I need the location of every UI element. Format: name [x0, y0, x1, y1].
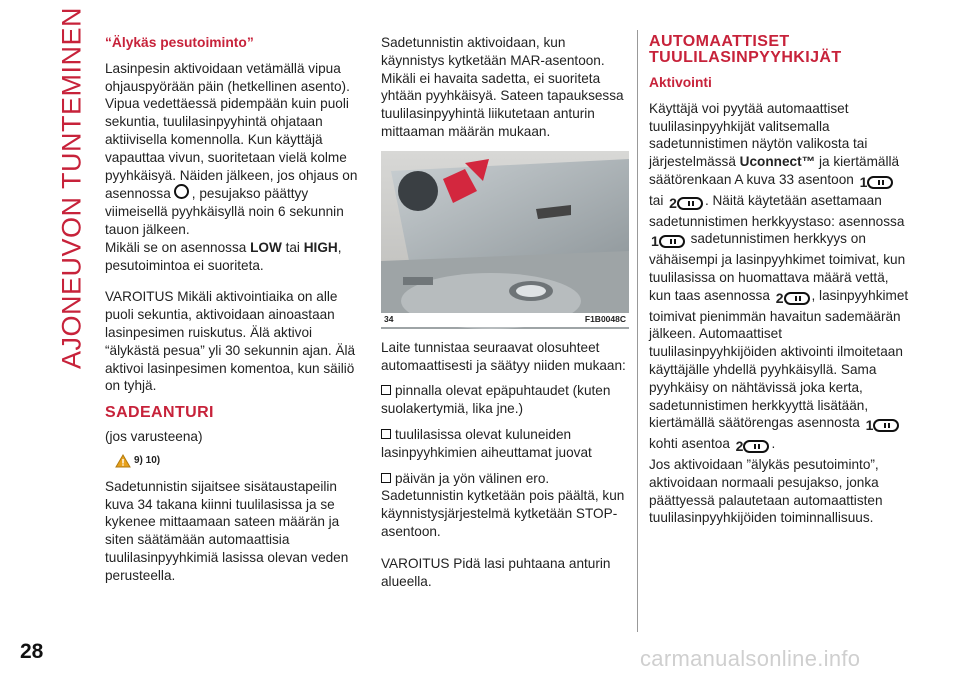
- rain-sensor-heading: SADEANTURI: [105, 404, 214, 422]
- wiper-sensitivity-icon: [669, 195, 703, 213]
- warning-icon: [115, 454, 131, 468]
- text: Käyttäjä voi pyytää automaattiset tuulilasinpyyhkijät valitsemalla sadetunnistimen näytön valikosta tai järjestelmässä: [649, 100, 868, 170]
- wiper-sensitivity-icon: [736, 438, 770, 456]
- car-windshield-image: [381, 151, 629, 329]
- text: asentoa: [681, 436, 730, 452]
- smart-wash-paragraph: [105, 60, 363, 275]
- smart-wash-heading: “Älykäs pesutoiminto”: [105, 35, 254, 50]
- optional-note: (jos varusteena): [105, 429, 203, 445]
- list-item: [381, 426, 629, 462]
- level-number: 1: [865, 417, 874, 434]
- column-1: [105, 34, 363, 593]
- warning-ref-text: 9) 10): [134, 454, 161, 466]
- text: Mikäli se on asennossa: [105, 239, 247, 255]
- level-number: 2: [669, 194, 677, 211]
- sensor-activation-paragraph: Sadetunnistin aktivoidaan, kun käynnistys kytketään MAR-asentoon. Mikäli ei havaita sadetta, ei suoriteta yhtään pyyhkäisyä. Sateen tapauksessa tuulilasinpyyhintä liikutetaan anturin mittaaman määrän mukaan.: [381, 35, 624, 139]
- high-label: HIGH: [303, 239, 338, 255]
- list-item-text: tuulilasissa olevat kuluneiden lasinpyyhkimien aiheuttamat juovat: [381, 426, 592, 460]
- checkbox-icon: [381, 429, 391, 439]
- figure-number: 34: [384, 313, 394, 324]
- warning-paragraph: VAROITUS Mikäli aktivointiaika on alle puoli sekuntia, aktivoidaan ainoastaan lasinpesimen ruiskutus. Älä aktivoi “älykästä pesua” yli 30 sekunnin ajan. Älä aktivoi lasinpesimen komentoa, kun säiliö on tyhjä.: [105, 289, 356, 394]
- ring-position-icon: [174, 184, 189, 199]
- figure-caption: [381, 313, 629, 327]
- activation-paragraph: [649, 100, 909, 527]
- level-number: 1: [859, 173, 868, 190]
- wiper-sensitivity-icon: [866, 417, 900, 435]
- text: . Näitä käytetään asettamaan sadetunnistimen herkkyystaso: asennossa: [649, 192, 905, 229]
- text: , lasinpyyhkimet toimivat pienimmän havaitun sademäärän jälkeen. Automaattiset tuulilasinpyyhkijöiden aktivointi ilmoitetaan käyttäjälle yhdellä pyyhkäisyllä. Sama pyyhkäisy on nähtävissä joka kerta, sadetunnistimen herkkyyttä lisätään, kiertämällä säätörengas asennosta: [649, 287, 909, 431]
- text: kohti: [649, 436, 678, 452]
- text: , pesujakso päättyy viimeisellä pyyhkäisyllä noin 6 sekunnin tauon jälkeen.: [105, 186, 344, 237]
- rain-sensor-paragraph: Sadetunnistin sijaitsee sisätaustapeilin kuva 34 takana kiinni tuulilasissa ja se kykenee mittaamaan sateen määrän ja siten säätämään automaattisia tuulilasinpyyhkimiä lasissa olevan veden perusteella.: [105, 478, 349, 583]
- clean-glass-warning: VAROITUS Pidä lasi puhtaana anturin alueella.: [381, 555, 611, 589]
- list-item-text: pinnalla olevat epäpuhtaudet (kuten suolakertymiä, lika jne.): [381, 383, 611, 417]
- level-number: 2: [775, 289, 784, 306]
- text: , pesutoimintoa ei suoriteta.: [105, 239, 342, 273]
- figure-code: F1B0048C: [584, 313, 626, 324]
- text: Lasinpesin aktivoidaan vetämällä vipua ohjauspyörään päin (hetkellinen asento). Vipua vedettäessä pidempään kuin puoli sekuntia, tuulilasinpyyhintä ohjataan aktiivisella komennolla. Kun käyttäjä vapauttaa vivun, suoritetaan vielä kolme pyyhkäisyä. Näiden jälkeen, jos ohjaus on asennossa: [105, 60, 358, 202]
- activation-subheading: Aktivointi: [649, 75, 712, 90]
- text: tai: [285, 239, 300, 255]
- column-divider: [637, 30, 638, 632]
- level-number: 1: [651, 233, 659, 250]
- uconnect-label: Uconnect™: [739, 154, 816, 170]
- text: Jos aktivoidaan ”älykäs pesutoiminto”, aktivoidaan normaali pesujakso, jonka päättyessä palautetaan automaattisten tuulilasinpyyhkijöiden toiminnallisuus.: [649, 456, 883, 526]
- wiper-sensitivity-icon: [860, 174, 894, 192]
- column-2: [381, 34, 629, 598]
- text: tai: [649, 192, 664, 208]
- figure-34: [381, 151, 629, 329]
- list-item: [381, 470, 629, 488]
- list-item-text: päivän ja yön välinen ero.: [395, 470, 550, 486]
- level-number: 2: [735, 438, 744, 455]
- text: ja kiertämällä säätörenkaan A kuva 33 asentoon: [649, 154, 900, 187]
- checkbox-icon: [381, 473, 391, 483]
- auto-wipers-heading: AUTOMAATTISET TUULILASINPYYHKIJÄT: [649, 33, 842, 66]
- conditions-intro: Laite tunnistaa seuraavat olosuhteet automaattisesti ja säätyy niiden mukaan:: [381, 339, 626, 373]
- wiper-sensitivity-icon: [776, 290, 810, 308]
- checkbox-icon: [381, 385, 391, 395]
- stop-paragraph: Sadetunnistin kytketään pois päältä, kun käynnistysjärjestelmä kytketään STOP-asentoon.: [381, 488, 625, 539]
- side-section-title: [52, 6, 92, 370]
- page-number: 28: [20, 640, 44, 663]
- text: sadetunnistimen herkkyys on vähäisempi ja lasinpyyhkimet toimivat, kun tuulilasissa on huomattava määrä vettä, kun taas asennossa: [649, 231, 906, 303]
- low-label: LOW: [250, 239, 282, 255]
- wiper-sensitivity-icon: [651, 233, 685, 251]
- warning-reference: [115, 452, 363, 470]
- footer-watermark: carmanualsonline.info: [640, 646, 861, 671]
- column-3: [649, 34, 909, 535]
- text: .: [771, 436, 776, 452]
- list-item: [381, 382, 629, 418]
- side-title-text: AJONEUVON TUNTEMINEN: [56, 6, 87, 370]
